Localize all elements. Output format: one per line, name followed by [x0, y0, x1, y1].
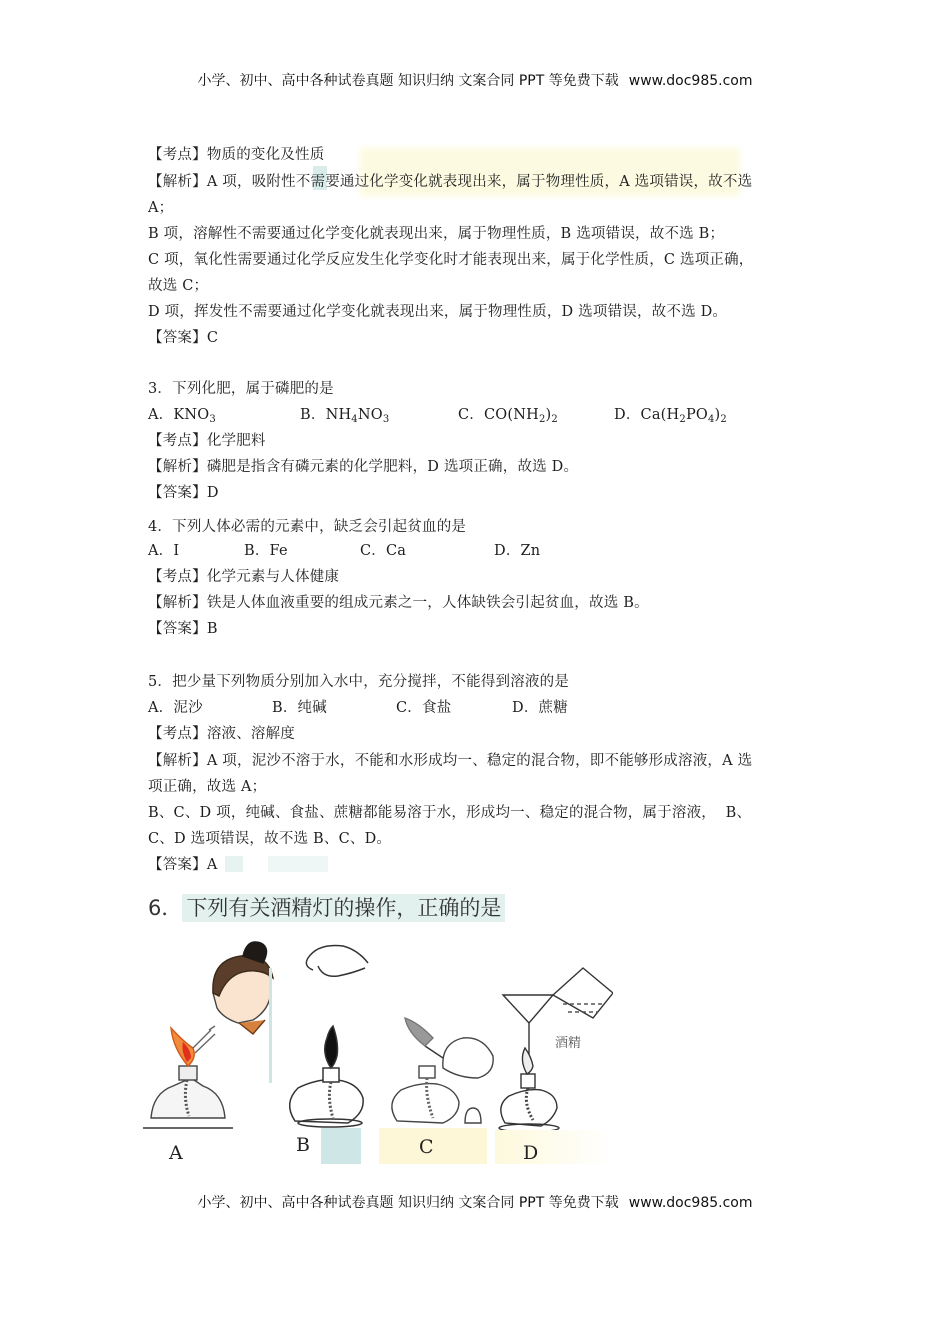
- kaodian-text: 物质的变化及性质: [206, 147, 325, 163]
- jiexi-text: A 项，泥沙不溶于水，不能和水形成均一、稳定的混合物，即不能够形成溶液，A 选: [206, 753, 753, 769]
- q2-jiexi-line-6: D 项，挥发性不需要通过化学变化就表现出来，属于物理性质，D 选项错误，故不选 D。: [148, 304, 728, 320]
- kaodian-tag: 【考点】: [148, 726, 207, 742]
- answer-tag: 【答案】: [148, 857, 207, 873]
- header-text: 小学、初中、高中各种试卷真题 知识归纳 文案合同 PPT 等免费下载: [197, 73, 619, 89]
- q4-kaodian: [148, 565, 339, 586]
- q5-option-b: B．纯碱: [272, 700, 327, 716]
- answer-value: B: [206, 621, 218, 637]
- q3-option-b: B．$NH_4NO_3$: [300, 407, 390, 425]
- kaodian-tag: 【考点】: [148, 433, 207, 449]
- panel-a-blowing-lamp: [143, 942, 273, 1128]
- jiexi-text: 磷肥是指含有磷元素的化学肥料，D 选项正确，故选 D。: [206, 459, 579, 475]
- figure-label-c: C: [419, 1136, 434, 1158]
- jiexi-tag: 【解析】: [148, 459, 207, 475]
- panel-b-lamp-with-hand: [290, 946, 368, 1128]
- figure-label-d: D: [523, 1142, 539, 1164]
- page-footer: [0, 1192, 950, 1212]
- q3-jiexi: [148, 455, 578, 476]
- jiexi-tag: 【解析】: [148, 174, 207, 190]
- tint: [495, 1130, 613, 1164]
- highlight-mark: [268, 856, 328, 872]
- q4-answer: [148, 617, 218, 638]
- header-url: www.doc985.com: [628, 73, 753, 89]
- q5-option-c: C．食盐: [396, 700, 452, 716]
- answer-value: D: [206, 485, 219, 501]
- q2-jiexi-line-5: 故选 C；: [148, 278, 209, 294]
- q3-stem: 3．下列化肥，属于磷肥的是: [148, 381, 334, 397]
- q5-answer: [148, 853, 217, 874]
- q4-option-a: A．I: [148, 543, 180, 559]
- q4-stem: 4．下列人体必需的元素中，缺乏会引起贫血的是: [148, 519, 467, 535]
- footer-url: www.doc985.com: [628, 1195, 753, 1211]
- q5-jiexi-line-4: C、D 选项错误，故不选 B、C、D。: [148, 831, 392, 847]
- q4-option-c: C．Ca: [360, 543, 407, 559]
- q5-jiexi-line-1: [148, 749, 752, 770]
- answer-tag: 【答案】: [148, 330, 207, 346]
- answer-tag: 【答案】: [148, 485, 207, 501]
- q3-answer: [148, 481, 219, 502]
- figure-label-b: B: [296, 1134, 310, 1156]
- kaodian-tag: 【考点】: [148, 569, 207, 585]
- panel-c-lamp-to-lamp: [392, 1018, 493, 1123]
- footer-text: 小学、初中、高中各种试卷真题 知识归纳 文案合同 PPT 等免费下载: [197, 1195, 619, 1211]
- q6-stem-text: 下列有关酒精灯的操作，正确的是: [182, 894, 505, 922]
- q2-jiexi-line-2: A；: [148, 200, 174, 216]
- q3-option-a: A．$KNO_3$: [148, 407, 216, 425]
- q6-stem: [148, 892, 505, 922]
- alcohol-label: 酒精: [555, 1036, 582, 1051]
- kaodian-text: 溶液、溶解度: [206, 726, 296, 742]
- q2-kaodian: [148, 143, 324, 164]
- q6-number: 6．: [148, 896, 183, 920]
- answer-value: A: [206, 857, 218, 873]
- q2-jiexi-line-1: [148, 170, 752, 191]
- alcohol-lamp-figure: [143, 938, 613, 1164]
- q5-option-d: D．蔗糖: [512, 700, 568, 716]
- q5-jiexi-line-3: B、C、D 项，纯碱、食盐、蔗糖都能易溶于水，形成均一、稳定的混合物，属于溶液， B、: [148, 805, 752, 821]
- jiexi-text: A 项，吸附性不需要通过化学变化就表现出来，属于物理性质，A 选项错误，故不选: [206, 174, 753, 190]
- q2-jiexi-line-3: B 项，溶解性不需要通过化学变化就表现出来，属于物理性质，B 选项错误，故不选 B；: [148, 226, 725, 242]
- q5-option-a: A．泥沙: [148, 700, 203, 716]
- q3-option-c: C．$CO(NH_2)_2$: [458, 407, 558, 425]
- q4-option-b: B．Fe: [244, 543, 288, 559]
- kaodian-text: 化学肥料: [206, 433, 266, 449]
- q3-kaodian: [148, 429, 266, 450]
- jiexi-text: 铁是人体血液重要的组成元素之一，人体缺铁会引起贫血，故选 B。: [206, 595, 649, 611]
- q5-stem: 5．把少量下列物质分别加入水中，充分搅拌，不能得到溶液的是: [148, 674, 570, 690]
- q3-option-d: D．$Ca(H_2PO_4)_2$: [614, 407, 727, 425]
- q5-jiexi-line-2: 项正确，故选 A；: [148, 779, 267, 795]
- divider: [269, 968, 272, 1083]
- kaodian-tag: 【考点】: [148, 147, 207, 163]
- page-header: [0, 70, 950, 90]
- q2-answer: [148, 326, 218, 347]
- answer-tag: 【答案】: [148, 621, 207, 637]
- jiexi-tag: 【解析】: [148, 595, 207, 611]
- figure-label-a: A: [169, 1142, 183, 1164]
- q5-kaodian: [148, 722, 295, 743]
- q4-jiexi: [148, 591, 649, 612]
- jiexi-tag: 【解析】: [148, 753, 207, 769]
- q2-jiexi-line-4: C 项，氧化性需要通过化学反应发生化学变化时才能表现出来，属于化学性质，C 选项正确，: [148, 252, 754, 268]
- kaodian-text: 化学元素与人体健康: [206, 569, 340, 585]
- highlight-mark: [225, 856, 243, 872]
- q4-option-d: D．Zn: [494, 543, 541, 559]
- answer-value: C: [206, 330, 219, 346]
- tint: [321, 1128, 361, 1164]
